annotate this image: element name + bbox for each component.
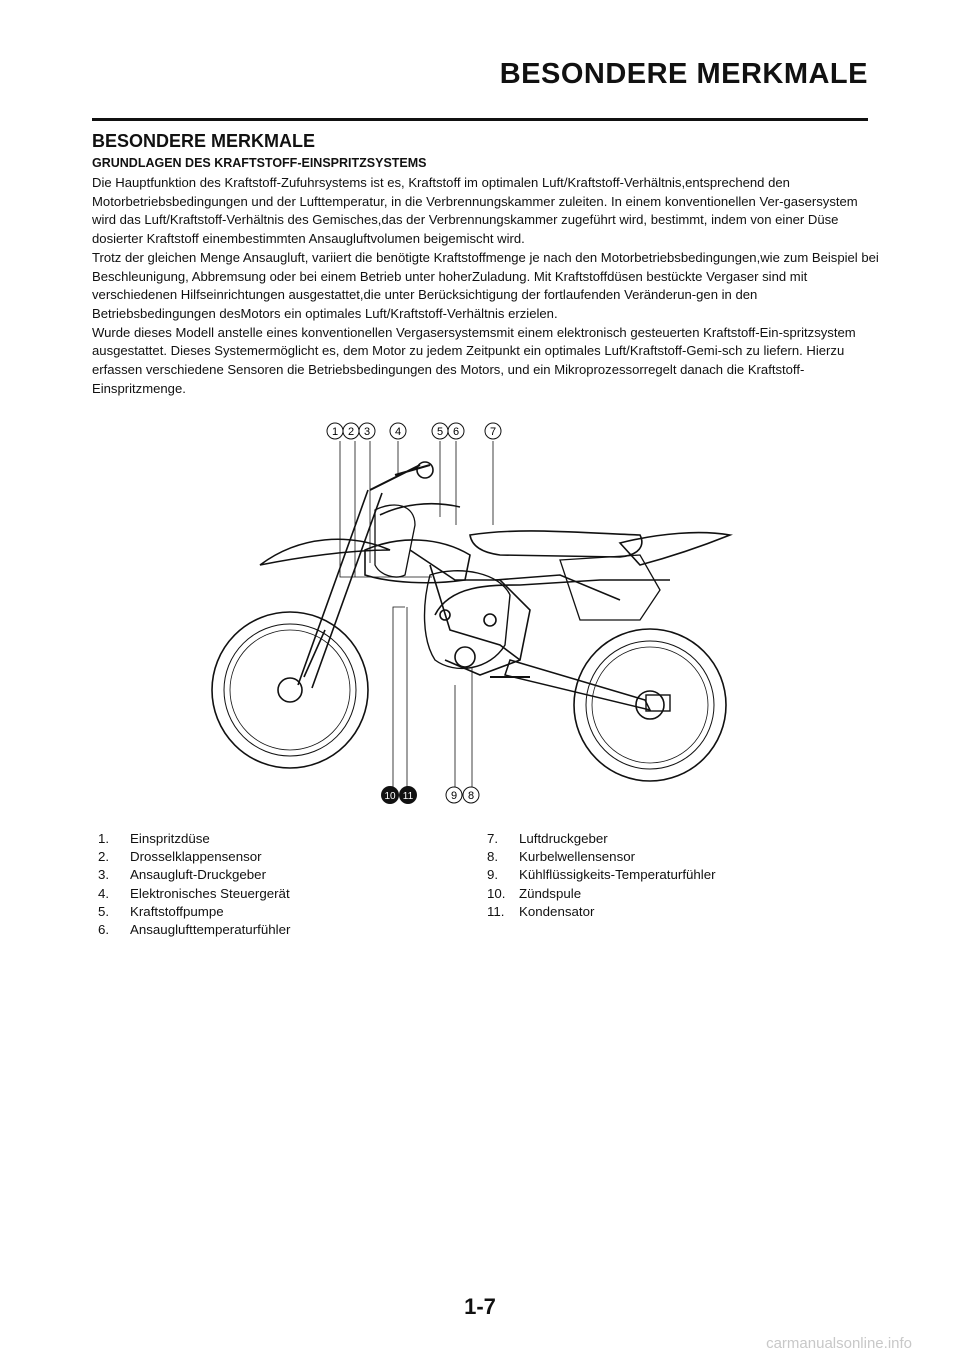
rear-tire: [574, 629, 726, 781]
svg-text:10: 10: [384, 791, 396, 802]
callout-5: [432, 423, 448, 439]
section-title: BESONDERE MERKMALE: [92, 131, 316, 151]
legend-item: 8. Kurbelwellensensor: [487, 849, 636, 865]
callout-9: [446, 787, 462, 803]
page-header-title: BESONDERE MERKMALE: [499, 58, 868, 90]
svg-text:2: 2: [347, 426, 355, 438]
legend-item: 11. Kondensator: [487, 903, 595, 919]
front-tire: [212, 612, 368, 768]
callout-4: [390, 423, 406, 439]
callout-6: [448, 423, 464, 439]
side-panel: [560, 555, 660, 620]
legend-item: 2. Drosselklappensensor: [98, 849, 262, 865]
paragraph: Wurde dieses Modell anstelle eines konventionellen Vergasersystemsmit einem elektronisch gesteuerten Kraftstoff-Ein-spritzsystem ausgestattet. Dieses Systemermöglicht es, dem Motor zu jedem Zeitpunkt ein optimales Luft/Kraftstoff-Gemi-sch zu liefern. Hierzu erfassen verschiedene Sensoren die Betriebsbedingungen des Motors, und ein Mikroprozessorregelt danach die Kraftstoff-Einspritzmenge.: [92, 324, 856, 396]
callout-7: [485, 423, 501, 439]
motorcycle-illustration: [200, 415, 760, 810]
callout-1: [327, 423, 343, 439]
front-fender: [260, 539, 390, 565]
motorcycle-figure: [200, 415, 760, 810]
front-rim: [224, 624, 356, 756]
legend-item: 1. Einspritzdüse: [98, 831, 210, 846]
paragraph: Die Hauptfunktion des Kraftstoff-Zufuhrsystems ist es, Kraftstoff im optimalen Luft/Kraftstoff-Verhältnis,entsprechend den Motorbetriebsbedingungen und der Lufttemperatur, in die Verbrennungskammer zuleiten. In einem konventionellen Ver-gasersystem wird das Luft/Kraftstoff-Verhältnis des Gemisches,das der Verbrennungskammer zugeführt wird, bestimmt, indem von einer Düse dosierter Kraftstoff einembestimmten Ansaugluftvolumen beigemischt wird.: [92, 175, 858, 247]
legend-item: 7. Luftdruckgeber: [487, 831, 608, 846]
legend-item: 6. Ansauglufttemperaturfühler: [98, 922, 291, 938]
legend-left: [98, 830, 290, 939]
watermark: carmanualsonline.info: [766, 1335, 912, 1352]
svg-text:11: 11: [402, 791, 414, 802]
page-number: 1-7: [464, 1294, 496, 1319]
svg-text:9: 9: [450, 790, 458, 802]
header-rule: [92, 118, 868, 121]
legend-item: 9. Kühlflüssigkeits-Temperaturfühler: [487, 867, 716, 883]
legend-right: [487, 830, 716, 921]
legend-item: 5. Kraftstoffpumpe: [98, 903, 224, 919]
legend-item: 4. Elektronisches Steuergerät: [98, 885, 290, 901]
svg-text:7: 7: [489, 426, 497, 438]
svg-text:6: 6: [452, 426, 460, 438]
svg-text:3: 3: [363, 426, 371, 438]
rear-fender: [620, 533, 730, 565]
callout-3: [359, 423, 375, 439]
callout-2: [343, 423, 359, 439]
svg-text:8: 8: [467, 790, 475, 802]
svg-text:5: 5: [436, 426, 444, 438]
legend-item: 10. Zündspule: [487, 885, 582, 901]
callout-8: [463, 787, 479, 803]
legend-item: 3. Ansaugluft-Druckgeber: [98, 867, 266, 883]
paragraph: Trotz der gleichen Menge Ansaugluft, variiert die benötigte Kraftstoffmenge je nach den Motorbetriebsbedingungen,wie zum Beispiel bei Beschleunigung, Abbremsung oder bei einem Betrieb unter hoherZuladung. Mit Kraftstoffdüsen bestückte Vergaser sind mit verschiedenen Hilfseinrichtungen ausgestattet,die unter Berücksichtigung der fortlaufenden Veränderun-gen in den Betriebsbedingungen desMotors ein optimales Luft/Kraftstoff-Verhältnis erzielen.: [92, 249, 879, 321]
body-text: [92, 174, 882, 398]
seat: [470, 531, 642, 557]
svg-text:1: 1: [331, 426, 339, 438]
svg-text:4: 4: [394, 426, 402, 438]
subheading: GRUNDLAGEN DES KRAFTSTOFF-EINSPRITZSYSTEMS: [92, 156, 427, 170]
callout-10: [381, 786, 399, 804]
callout-11: [399, 786, 417, 804]
